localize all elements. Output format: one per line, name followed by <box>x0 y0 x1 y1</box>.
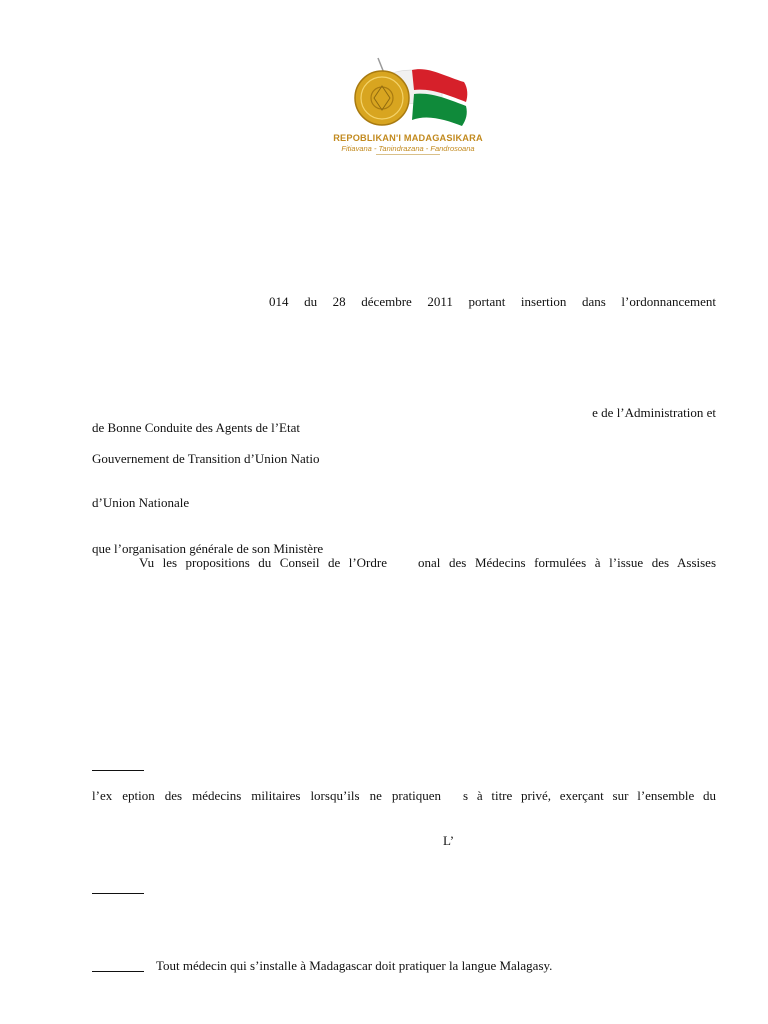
text-line-union-nationale: d’Union Nationale <box>92 495 190 510</box>
article-rule-1 <box>92 770 144 771</box>
text-line-l-apostrophe: L’ <box>443 833 455 848</box>
text-line-gouvernement: Gouvernement de Transition d’Union Natio <box>92 451 320 466</box>
text-line-administration: e de l’Administration et <box>592 405 716 420</box>
text-line-bonne-conduite: de Bonne Conduite des Agents de l’Etat <box>92 420 300 435</box>
seal-and-flag-icon <box>316 56 500 134</box>
text-line-propositions-a: Vu les propositions du Conseil de l’Ordre <box>139 555 387 570</box>
text-line-propositions-b: onal des Médecins formulées à l’issue des Assises <box>418 555 716 570</box>
logo-underline <box>376 154 440 155</box>
text-line-exception-a: l’ex eption des médecins militaires lorsqu’ils ne pratiquen <box>92 788 441 803</box>
article-rule-3 <box>92 971 144 972</box>
text-line-organisation: que l’organisation générale de son Ministère <box>92 541 324 556</box>
text-line-exception-b: s à titre privé, exerçant sur l’ensemble du <box>463 788 716 803</box>
logo-motto: Fitiavana - Tanindrazana - Fandrosoana <box>341 144 475 153</box>
article-rule-2 <box>92 893 144 894</box>
republic-logo <box>316 56 500 156</box>
logo-title: REPOBLIKAN'I MADAGASIKARA <box>333 133 483 143</box>
text-line-langue-malagasy: Tout médecin qui s’installe à Madagascar doit pratiquer la langue Malagasy. <box>156 958 553 973</box>
text-line-decree: 014 du 28 décembre 2011 portant insertion dans l’ordonnancement <box>269 294 716 309</box>
